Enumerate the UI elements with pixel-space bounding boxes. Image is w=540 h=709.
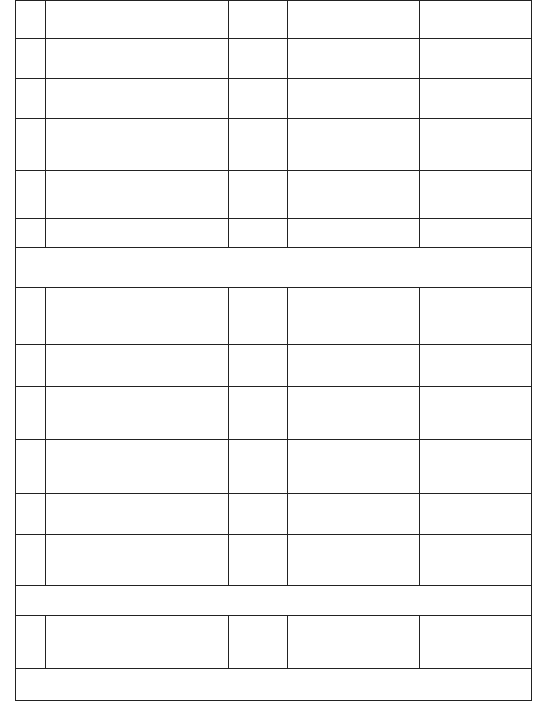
entry-length bbox=[288, 119, 419, 170]
entry-type bbox=[229, 440, 287, 493]
entry-authors bbox=[420, 440, 531, 493]
entry-length bbox=[288, 171, 419, 218]
entry-authors bbox=[420, 288, 531, 344]
table-column-rule bbox=[531, 585, 532, 616]
entry-title bbox=[46, 535, 228, 585]
entry-authors bbox=[420, 535, 531, 585]
entry-title bbox=[46, 219, 228, 247]
table-rule bbox=[15, 247, 532, 248]
entry-title bbox=[46, 39, 228, 78]
entry-type bbox=[229, 79, 287, 118]
table-column-rule bbox=[15, 668, 16, 701]
entry-authors bbox=[420, 119, 531, 170]
entry-title bbox=[46, 119, 228, 170]
entry-title bbox=[46, 494, 228, 534]
table-column-rule bbox=[531, 668, 532, 701]
entry-type bbox=[229, 616, 287, 668]
entry-length bbox=[288, 219, 419, 247]
entry-type bbox=[229, 288, 287, 344]
entry-authors bbox=[420, 219, 531, 247]
entry-type bbox=[229, 345, 287, 386]
entry-authors bbox=[420, 387, 531, 439]
entry-length bbox=[288, 288, 419, 344]
entry-length bbox=[288, 345, 419, 386]
table-column-rule bbox=[15, 247, 16, 288]
entry-authors bbox=[420, 39, 531, 78]
table-rule bbox=[15, 668, 532, 669]
entry-length bbox=[288, 39, 419, 78]
entry-authors bbox=[420, 171, 531, 218]
entry-title bbox=[46, 616, 228, 668]
entry-authors bbox=[420, 1, 531, 38]
table-rule bbox=[15, 585, 532, 586]
entry-length bbox=[288, 494, 419, 534]
entry-type bbox=[229, 171, 287, 218]
table-column-rule bbox=[531, 287, 532, 586]
entry-title bbox=[46, 345, 228, 386]
entry-authors bbox=[420, 345, 531, 386]
entry-length bbox=[288, 387, 419, 439]
entry-title bbox=[46, 440, 228, 493]
entry-authors bbox=[420, 79, 531, 118]
entry-length bbox=[288, 616, 419, 668]
table-column-rule bbox=[531, 247, 532, 288]
entry-type bbox=[229, 219, 287, 247]
entry-length bbox=[288, 440, 419, 493]
table-column-rule bbox=[531, 615, 532, 669]
entry-type bbox=[229, 535, 287, 585]
entry-length bbox=[288, 535, 419, 585]
entry-title bbox=[46, 288, 228, 344]
table-column-rule bbox=[15, 585, 16, 616]
entry-title bbox=[46, 79, 228, 118]
entry-type bbox=[229, 1, 287, 38]
entry-length bbox=[288, 1, 419, 38]
entry-length bbox=[288, 79, 419, 118]
entry-authors bbox=[420, 494, 531, 534]
entry-authors bbox=[420, 616, 531, 668]
entry-type bbox=[229, 39, 287, 78]
entry-type bbox=[229, 494, 287, 534]
entry-title bbox=[46, 171, 228, 218]
entry-title bbox=[46, 1, 228, 38]
table-rule bbox=[15, 700, 532, 701]
entry-title bbox=[46, 387, 228, 439]
entry-type bbox=[229, 387, 287, 439]
entry-type bbox=[229, 119, 287, 170]
